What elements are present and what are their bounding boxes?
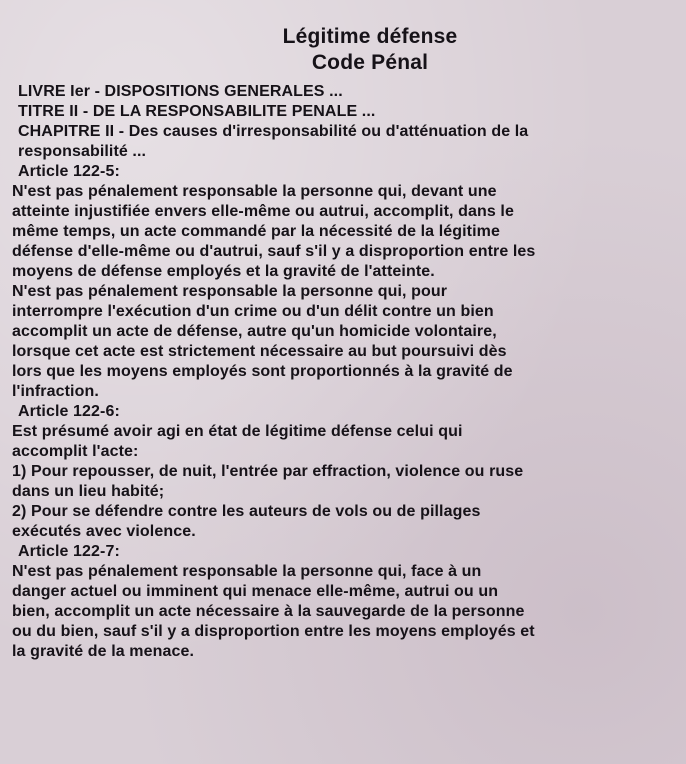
text-line: dans un lieu habité; <box>12 483 165 500</box>
text-line: accomplit un acte de défense, autre qu'un homicide volontaire, <box>12 323 497 340</box>
text-line: lors que les moyens employés sont proportionnés à la gravité de <box>12 363 513 380</box>
article-heading: Article 122-7: <box>18 543 120 560</box>
text-line: défense d'elle-même ou d'autrui, sauf s'il y a disproportion entre les <box>12 243 536 260</box>
section-heading-line: LIVRE Ier - DISPOSITIONS GENERALES ... <box>18 83 343 100</box>
text-line: N'est pas pénalement responsable la personne qui, pour <box>12 283 448 300</box>
text-line: 2) Pour se défendre contre les auteurs de vols ou de pillages <box>12 503 481 520</box>
document-title: Légitime défense <box>282 25 458 48</box>
title-block <box>70 24 670 76</box>
text-line: atteinte injustifiée envers elle-même ou autrui, accomplit, dans le <box>12 203 514 220</box>
text-line: accomplit l'acte: <box>12 443 139 460</box>
document-body <box>10 82 670 662</box>
text-line: N'est pas pénalement responsable la personne qui, devant une <box>12 183 497 200</box>
text-line: lorsque cet acte est strictement nécessaire au but poursuivi dès <box>12 343 507 360</box>
article-heading: Article 122-5: <box>18 163 120 180</box>
text-line: la gravité de la menace. <box>12 643 195 660</box>
text-line: l'infraction. <box>12 383 99 400</box>
text-line: N'est pas pénalement responsable la personne qui, face à un <box>12 563 482 580</box>
text-line: bien, accomplit un acte nécessaire à la sauvegarde de la personne <box>12 603 525 620</box>
text-line: Est présumé avoir agi en état de légitime défense celui qui <box>12 423 463 440</box>
text-line: interrompre l'exécution d'un crime ou d'un délit contre un bien <box>12 303 494 320</box>
article-heading: Article 122-6: <box>18 403 120 420</box>
text-line: danger actuel ou imminent qui menace elle-même, autrui ou un <box>12 583 499 600</box>
text-line: moyens de défense employés et la gravité de l'atteinte. <box>12 263 435 280</box>
section-heading-line: responsabilité ... <box>18 143 147 160</box>
text-line: ou du bien, sauf s'il y a disproportion entre les moyens employés et <box>12 623 535 640</box>
text-line: 1) Pour repousser, de nuit, l'entrée par effraction, violence ou ruse <box>12 463 524 480</box>
text-line: exécutés avec violence. <box>12 523 196 540</box>
section-heading-line: CHAPITRE II - Des causes d'irresponsabilité ou d'atténuation de la <box>18 123 529 140</box>
text-line: même temps, un acte commandé par la nécessité de la légitime <box>12 223 500 240</box>
document-subtitle: Code Pénal <box>311 51 429 74</box>
section-heading-line: TITRE II - DE LA RESPONSABILITE PENALE ... <box>18 103 376 120</box>
